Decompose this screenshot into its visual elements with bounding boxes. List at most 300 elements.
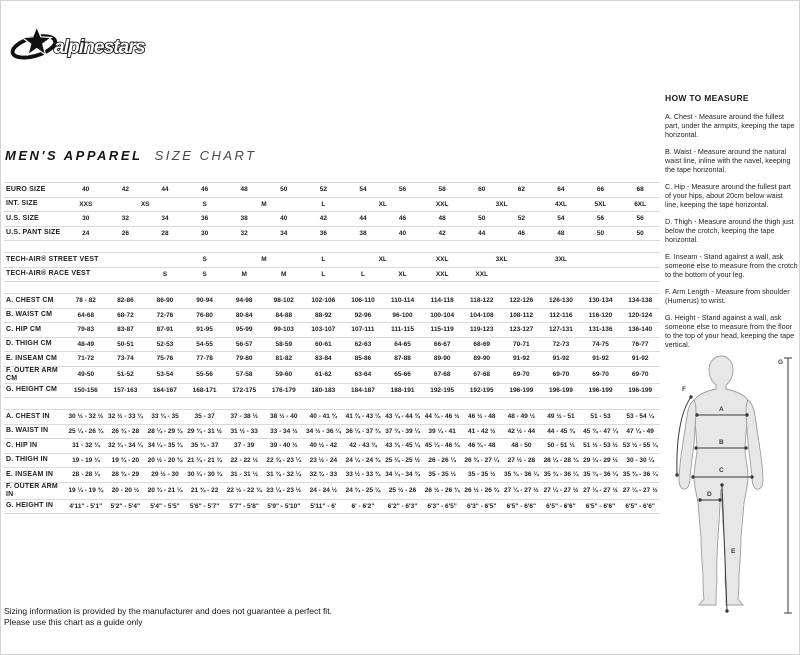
size-cell: 50 - 51 ½ [547,442,575,449]
row-label: E. INSEAM CM [6,354,58,362]
size-cell: 48-49 [77,340,95,348]
size-cell: 56 [596,215,605,222]
size-cell: 196-199 [588,386,613,394]
size-cell: 51-52 [117,370,134,378]
size-cell: 115-119 [430,326,454,333]
size-cell: 64 [557,186,565,193]
size-cell: XS [140,200,150,208]
size-cell: 88-92 [315,311,332,319]
size-cell: 27 ¼ - 27 ½ [622,486,658,494]
size-cell: 46 ½ - 48 [468,413,496,420]
size-cell: 46 [200,186,209,193]
size-cell: 120-124 [628,311,653,319]
size-cell: 44 [478,229,486,237]
size-cell: 34 ½ - 36 ¼ [306,427,341,435]
size-cell: 68-69 [473,340,491,348]
size-cell: 102-106 [311,297,336,304]
size-cell: 100-104 [430,311,455,319]
size-cell: 3XL [495,200,508,208]
size-cell: 5'4" - 5'5" [150,502,180,510]
size-cell: 38 [240,215,248,222]
size-cell: 50 [596,229,605,237]
size-cell: M [261,200,267,208]
size-cell: S [202,256,207,263]
size-cell: 39 - 40 ½ [270,442,298,449]
size-cell: 24 ¾ - 25 ¼ [345,486,381,494]
size-cell: 29 ½ - 30 [151,471,179,478]
size-cell: 22 ¾ - 23 ¼ [266,456,302,464]
size-cell: XXL [435,200,449,208]
row-label: E. INSEAM IN [6,470,54,478]
size-cell: 6'2" - 6'3" [387,502,418,510]
size-cell: 53-54 [156,370,174,378]
size-cell: 130-134 [588,297,613,304]
size-cell: 6'5" - 6'6" [585,502,616,510]
size-cell: 23 ¼ - 23 ½ [266,486,302,494]
row-label: B. WAIST IN [6,427,49,435]
body-measurement-figure [661,353,799,619]
size-cell: 69-70 [592,370,609,378]
size-cell: 66 [596,186,605,193]
size-cell: 34 [161,215,169,222]
size-cell: 69-70 [552,370,570,378]
size-cell: 40 ½ - 42 [309,442,338,449]
size-cell: 84-88 [275,311,293,319]
size-cell: 32 ½ - 33 ¾ [108,413,143,420]
size-cell: 26 [121,229,129,237]
size-cell: 67-68 [473,370,491,378]
size-cell: 126-130 [548,297,573,304]
row-label: D. THIGH IN [6,456,48,464]
alpinestars-star-icon [10,27,57,62]
size-cell: 30 [82,215,90,222]
row-label: TECH-AIR® STREET VEST [6,255,99,263]
table-row [4,482,660,499]
table-row [4,410,660,425]
measure-item-chest: A. Chest - Measure around the fullest part, under the armpits, keeping the tape horizontal. [665,112,795,139]
size-cell: 82-86 [117,297,134,304]
size-cell: 73-74 [117,355,134,362]
size-cell: 48 - 49 ½ [507,413,536,420]
size-cell: 26 ½ - 26 ¾ [424,486,460,494]
table-row [4,468,660,483]
size-cell: 94-98 [235,297,253,304]
size-cell: 31 ½ - 33 [230,427,258,435]
size-cell: 52 [319,186,327,193]
measure-item-hip: C. Hip - Measure around the fullest part of your hips, about 20cm below waist line, keeping the tape horizontal. [665,182,791,209]
size-cell: 108-112 [509,311,534,319]
disclaimer [4,606,332,628]
size-cell: 91-92 [592,355,609,362]
size-cell: 41 - 42 ½ [468,427,496,435]
size-cell: 30 ½ - 32 ½ [68,413,104,420]
size-cell: 19 ¾ - 20 [111,456,140,464]
size-cell: XXL [435,256,449,263]
row-label: INT. SIZE [6,200,38,208]
size-cell: 20 ½ - 20 ¾ [147,456,183,464]
size-cell: 30 ¼ - 30 ¾ [187,471,222,478]
size-cell: 32 ¾ - 33 [309,471,338,478]
size-cell: 32 [240,229,248,237]
size-cell: 27 ¼ - 27 ½ [503,486,539,494]
size-cell: 44 - 45 ¾ [547,427,575,435]
size-cell: 112-116 [549,311,573,319]
size-cell: 63-64 [354,370,372,378]
size-cell: 32 ¾ - 34 ¼ [108,442,143,449]
size-cell: 26 ¾ - 27 ¼ [464,456,500,464]
size-cell: XXS [79,200,93,208]
size-cell: 55-56 [196,370,213,378]
row-label: A. CHEST IN [6,412,50,420]
table-row [4,308,660,323]
size-cell: 79-83 [77,326,95,333]
figure-label-arm: F [682,386,686,393]
size-cell: 35 ¾ - 37 [190,442,219,449]
size-cell: XXL [475,270,489,278]
size-cell: 62-63 [354,340,372,348]
size-cell: 42 [319,215,327,222]
size-cell: 65-66 [394,370,411,378]
size-cell: 80-84 [235,311,253,319]
size-cell: 43 ¾ - 45 ¼ [385,442,420,449]
size-cell: 176-179 [271,386,296,394]
body-silhouette [694,356,748,605]
size-cell: 71-72 [77,355,95,362]
size-cell: 196-199 [628,386,653,394]
size-cell: 5'2" - 5'4" [110,502,141,510]
size-cell: 45 ¾ - 47 ¼ [583,427,618,435]
size-cell: 4'11" - 5'1" [69,502,103,510]
table-row [4,253,660,268]
size-cell: 27 ¼ - 27 ½ [583,486,618,494]
size-cell: XL [378,200,387,208]
size-cell: 122-126 [509,297,534,304]
size-cell: 30 - 30 ¼ [626,456,654,464]
row-label: B. WAIST CM [6,311,53,319]
size-cell: 5'6" - 5'7" [189,502,220,510]
size-cell: 89-90 [433,355,451,362]
size-cell: 26 - 26 ¼ [428,456,456,464]
size-cell: M [261,256,267,263]
table-row [4,267,660,282]
size-cell: 67-68 [433,370,451,378]
size-cell: 25 ½ - 26 [388,486,417,494]
page-title-bold: MEN'S APPAREL [5,148,143,163]
size-cell: 33 - 34 ½ [270,427,298,435]
row-label: F. OUTER ARM IN [6,482,58,498]
figure-label-height: G [778,359,784,366]
size-cell: 83-84 [315,355,332,362]
size-cell: 72-73 [552,340,570,348]
size-cell: 22 - 22 ½ [230,456,258,464]
size-cell: 77-78 [196,355,213,362]
measure-item-thigh: D. Thigh - Measure around the thigh just below the crotch, keeping the tape horizontal. [665,217,794,244]
size-cell: 31 - 31 ½ [230,471,258,478]
size-cell: 91-92 [631,355,649,362]
size-cell: 34 ¼ - 34 ¾ [385,471,420,478]
size-cell: 45 ¼ - 46 ¾ [424,442,460,449]
size-cell: 52 [517,215,525,222]
size-cell: 68-72 [117,311,134,319]
size-cell: S [202,200,207,208]
row-label: G. HEIGHT IN [6,502,54,510]
size-cell: 68 [636,186,644,193]
size-cell: L [360,270,365,278]
size-cell: 35 ¾ - 36 ¼ [503,471,539,478]
size-cell: XL [378,256,387,263]
size-cell: 134-138 [628,297,653,304]
size-cell: 33 ½ - 33 ¾ [345,471,381,478]
size-cell: 64-65 [394,340,411,348]
size-cell: 127-131 [548,326,573,333]
table-row [4,499,660,514]
size-cell: 58 [438,186,446,193]
size-cell: 103-107 [311,326,336,333]
page-title [5,148,257,163]
row-label: U.S. SIZE [6,214,39,222]
row-label: C. HIP IN [6,441,38,449]
size-cell: 106-110 [351,297,375,304]
table-row [4,183,660,198]
size-cell: 56 [636,215,644,222]
size-cell: 6'5" - 6'6" [506,502,537,510]
size-cell: 87-88 [394,355,411,362]
row-label: U.S. PANT SIZE [6,229,61,237]
size-cell: 56-57 [235,340,253,348]
size-cell: 92-96 [354,311,372,319]
size-cell: 48 - 50 [511,442,532,449]
row-label: C. HIP CM [6,325,42,333]
size-cell: XL [398,270,407,278]
row-label: G. HEIGHT CM [6,386,58,394]
size-cell: XXL [435,270,449,278]
size-cell: 42 ½ - 44 [507,427,536,435]
row-label: TECH-AIR® RACE VEST [6,270,91,278]
size-cell: 83-87 [117,326,134,333]
size-cell: 19 - 19 ¼ [72,456,100,464]
size-cell: 35 - 35 ½ [468,471,496,478]
size-cell: 168-171 [192,386,217,394]
table-row [4,352,660,367]
alpinestars-logo-icon [9,21,167,67]
size-cell: 44 [359,215,367,222]
size-cell: 32 [121,215,129,222]
size-cell: 53 - 54 ¼ [626,413,654,420]
size-cell: 114-118 [430,297,454,304]
size-cell: 28 [161,229,169,237]
size-cell: 58-59 [275,340,293,348]
size-cell: 22 ½ - 22 ¾ [226,486,262,494]
size-cell: 27 ¼ - 27 ½ [543,486,579,494]
size-cell: 96-100 [392,311,413,319]
size-cell: 49-50 [77,370,95,378]
size-cell: 89-90 [473,355,491,362]
row-label: A. CHEST CM [6,296,54,304]
size-cell: 37 ¾ - 39 ¼ [385,427,420,435]
page-title-light: SIZE CHART [154,148,257,163]
size-cell: 35 - 37 [194,413,215,420]
size-cell: 99-103 [273,326,294,333]
size-cell: 123-127 [509,326,534,333]
size-cell: 28 ¼ - 29 ¾ [147,427,183,435]
size-cell: 40 [280,215,288,222]
size-cell: 25 ¼ - 26 ¾ [68,427,104,435]
size-cell: 35 - 35 ½ [428,471,456,478]
size-cell: 3XL [495,256,508,263]
size-cell: 54 [557,215,565,222]
size-cell: 60 [478,186,486,193]
size-cell: 33 ¾ - 35 [151,413,179,420]
size-cell: 57-58 [235,370,253,378]
size-cell: 5'7" - 5'8" [229,502,259,510]
size-cell [581,253,660,268]
size-cell: 29 ¾ - 31 ½ [187,427,222,435]
size-cell: 107-111 [351,326,375,333]
table-row [4,294,660,309]
size-cell: 26 ½ - 26 ¾ [464,486,500,494]
size-cell: 48 [438,215,446,222]
alpinestars-logo [9,21,167,72]
size-cell: 5'11" - 6' [310,502,337,510]
size-cell: 46 [398,215,407,222]
size-chart-table-area [4,182,660,514]
size-cell: 31 - 32 ¾ [72,442,100,449]
size-cell: 192-195 [430,386,455,394]
size-cell: 21 ¾ - 22 [190,486,219,494]
size-cell: 184-187 [351,386,375,394]
size-cell: 86-90 [156,297,174,304]
size-cell: 28 ¼ - 28 ¾ [543,456,579,464]
figure-label-hip: C [719,467,724,474]
size-cell: 157-163 [113,386,138,394]
size-cell: 19 ¼ - 19 ¾ [68,486,104,494]
row-label: F. OUTER ARM CM [6,366,58,382]
size-cell: 54 [359,186,367,193]
size-cell: L [321,200,326,208]
size-cell: 172-175 [232,386,257,394]
size-cell: 150-156 [73,386,98,394]
disclaimer-line-1: Sizing information is provided by the manufacturer and does not guarantee a perfect fit. [4,606,332,616]
size-cell: 6'5" - 6'6" [546,502,576,510]
measure-item-height: G. Height - Stand against a wall, ask someone else to measure from the floor to the top of your head, keeping the tape vertical. [665,313,795,349]
size-cell: 69-70 [631,370,649,378]
size-cell: 60-61 [315,340,332,348]
table-row [4,366,660,383]
size-cell: 42 [438,229,446,237]
size-cell: 20 - 20 ½ [111,486,140,494]
size-cell: 42 [121,186,129,193]
size-cell: 42 - 43 ¾ [349,442,377,449]
size-cell: 23 ½ - 24 [309,456,338,464]
size-cell: 192-195 [469,386,494,394]
size-cell: 50 [280,186,288,193]
size-cell: 34 [280,229,288,237]
logo-wordmark: alpinestars [54,37,145,59]
size-cell: 38 ½ - 40 [270,413,298,420]
section-spacer [4,398,660,410]
size-cell: 62 [517,186,525,193]
measure-item-waist: B. Waist - Measure around the natural waist line, inline with the navel, keeping the tape horizontal. [665,147,791,174]
size-cell: 37 - 39 [234,442,255,449]
size-cell: 28 - 28 ¼ [72,471,100,478]
section-spacer [4,241,660,253]
size-cell: 64-68 [77,311,95,319]
size-cell: 6'3" - 6'5" [466,502,497,510]
size-cell: 118-122 [469,297,494,304]
size-cell: 3XL [554,256,567,263]
size-chart-table [4,182,660,514]
figure-label-waist: B [719,439,724,446]
size-cell: 40 [398,229,407,237]
size-cell: L [321,256,326,263]
size-cell: 119-123 [469,326,494,333]
size-cell [541,267,581,282]
size-cell: 66-67 [433,340,451,348]
size-cell: 28 ¾ - 29 [111,471,140,478]
size-cell: 196-199 [509,386,534,394]
size-cell: 24 [82,229,90,237]
size-cell: 35 ¾ - 36 ¼ [622,471,658,478]
disclaimer-line-2: Please use this chart as a guide only [4,617,143,627]
size-cell: 35 ¾ - 36 ¼ [543,471,579,478]
size-cell: 6' - 6'2" [351,502,375,510]
size-cell: 59-60 [275,370,293,378]
size-cell: 54-55 [196,340,213,348]
table-row [4,453,660,468]
figure-label-thigh: D [707,491,712,498]
size-cell: 40 - 41 ¾ [309,413,338,420]
size-cell: 91-95 [196,326,213,333]
measure-item-inseam: E. Inseam - Stand against a wall, ask someone else to measure from the crotch to the bottom of your leg. [665,252,798,279]
figure-label-chest: A [719,406,724,413]
size-cell: 196-199 [548,386,573,394]
body-figure-icon [661,353,799,619]
size-cell: 56 [398,186,407,193]
size-cell: 110-114 [390,297,415,304]
size-cell: 27 ½ - 28 [507,456,536,464]
size-cell: 116-120 [588,311,613,319]
size-cell: 50-51 [117,340,134,348]
row-label: D. THIGH CM [6,340,52,348]
size-cell: 36 ¼ - 37 ¾ [345,427,381,435]
size-cell: 35 ¾ - 36 ¼ [583,471,618,478]
size-cell: 24 ¼ - 24 ¾ [345,456,381,464]
size-cell: 29 ¼ - 29 ½ [583,456,618,464]
size-cell: 76-80 [196,311,213,319]
size-cell: 164-167 [153,386,177,394]
size-cell: 30 [200,229,209,237]
size-cell: 78 - 82 [75,297,96,304]
how-to-measure-heading: HOW TO MEASURE [665,93,749,103]
size-cell: 136-140 [628,326,653,333]
how-to-measure-panel [665,93,798,357]
size-cell: 47 ¼ - 49 [626,427,654,435]
table-row [4,197,660,212]
size-cell: 91-92 [552,355,570,362]
table-row [4,323,660,338]
size-cell: 26 ¾ - 28 [111,427,140,435]
table-row [4,383,660,398]
size-cell: 36 [319,229,327,237]
size-cell: 6'5" - 6'6" [625,502,655,510]
size-cell: 24 - 24 ½ [309,486,338,494]
size-cell: S [202,270,207,278]
size-cell: 61-62 [315,370,332,378]
table-row [4,337,660,352]
size-cell: 49 ½ - 51 [547,413,575,420]
size-cell: 6'3" - 6'5" [427,502,457,510]
size-cell: 111-115 [391,326,414,333]
